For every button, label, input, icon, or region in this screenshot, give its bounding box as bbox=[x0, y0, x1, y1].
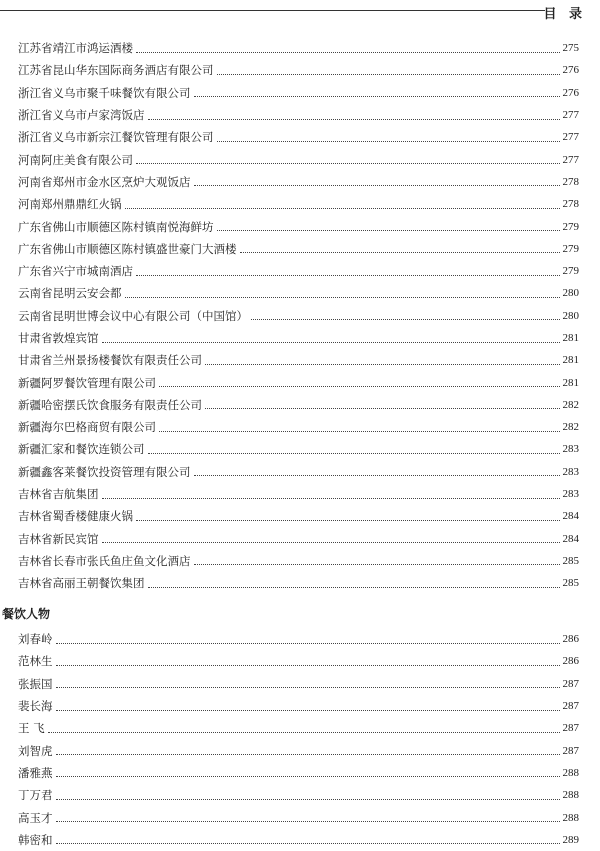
toc-entry[interactable] bbox=[18, 438, 579, 460]
toc-entry[interactable] bbox=[18, 349, 579, 371]
toc-entry[interactable] bbox=[18, 784, 579, 806]
toc-entry-name: 刘春岭 bbox=[18, 632, 53, 647]
toc-entry[interactable] bbox=[18, 483, 579, 505]
toc-entry[interactable] bbox=[18, 282, 579, 304]
dot-leader bbox=[102, 342, 560, 343]
toc-entry[interactable] bbox=[18, 193, 579, 215]
toc-entry[interactable] bbox=[18, 305, 579, 327]
toc-entry[interactable] bbox=[18, 762, 579, 784]
toc-entry-page: 288 bbox=[562, 766, 579, 779]
dot-leader bbox=[205, 408, 560, 409]
toc-entry[interactable] bbox=[18, 126, 579, 148]
toc-entry[interactable] bbox=[18, 394, 579, 416]
toc-entry-page: 282 bbox=[562, 398, 579, 411]
toc-entry[interactable] bbox=[18, 59, 579, 81]
toc-entry[interactable] bbox=[18, 371, 579, 393]
toc-entry-page: 285 bbox=[562, 554, 579, 567]
toc-entry-name: 浙江省义乌市聚千味餐饮有限公司 bbox=[18, 85, 191, 100]
toc-entry-name: 吉林省蜀香楼健康火锅 bbox=[18, 509, 133, 524]
toc-entry-page: 278 bbox=[562, 175, 579, 188]
toc-entry-name: 新疆哈密摆氏饮食服务有限责任公司 bbox=[18, 397, 202, 412]
toc-entry-page: 279 bbox=[562, 242, 579, 255]
toc-entry[interactable] bbox=[18, 695, 579, 717]
toc-entry-name: 王 飞 bbox=[18, 721, 45, 736]
dot-leader bbox=[159, 431, 560, 432]
toc-entry-name: 甘肃省兰州景扬楼餐饮有限责任公司 bbox=[18, 353, 202, 368]
toc-entry-page: 288 bbox=[562, 789, 579, 802]
toc-entry-name: 广东省佛山市顺德区陈村镇盛世豪门大酒楼 bbox=[18, 241, 237, 256]
dot-leader bbox=[136, 52, 560, 53]
dot-leader bbox=[125, 297, 560, 298]
toc-entry[interactable] bbox=[18, 416, 579, 438]
toc-entry-name: 吉林省高丽王朝餐饮集团 bbox=[18, 576, 145, 591]
toc-entry-page: 289 bbox=[562, 833, 579, 846]
toc-entry-page: 286 bbox=[562, 633, 579, 646]
toc-entry-page: 281 bbox=[562, 332, 579, 344]
toc-entry[interactable] bbox=[18, 37, 579, 59]
toc-entry-name: 高玉才 bbox=[18, 810, 53, 825]
dot-leader bbox=[56, 754, 560, 755]
toc-entry[interactable] bbox=[18, 650, 579, 672]
toc-entry[interactable] bbox=[18, 505, 579, 527]
toc-entry[interactable] bbox=[18, 806, 579, 828]
header-rule bbox=[0, 10, 545, 11]
toc-entry-page: 276 bbox=[562, 64, 579, 77]
toc-entry-page: 275 bbox=[562, 42, 579, 55]
toc-entry[interactable] bbox=[18, 215, 579, 237]
dot-leader bbox=[56, 799, 560, 800]
dot-leader bbox=[217, 230, 560, 231]
page-header bbox=[0, 0, 600, 22]
dot-leader bbox=[102, 498, 560, 499]
toc-entry[interactable] bbox=[18, 717, 579, 739]
toc-list-people bbox=[18, 628, 579, 851]
toc-entry-page: 281 bbox=[562, 354, 579, 367]
toc-entry[interactable] bbox=[18, 550, 579, 572]
toc-entry-name: 新疆海尔巴格商贸有限公司 bbox=[18, 420, 156, 435]
toc-entry-name: 吉林省新民宾馆 bbox=[18, 531, 99, 546]
dot-leader bbox=[194, 475, 560, 476]
toc-entry[interactable] bbox=[18, 572, 579, 594]
toc-entry-page: 279 bbox=[562, 220, 579, 233]
dot-leader bbox=[136, 275, 560, 276]
toc-entry[interactable] bbox=[18, 528, 579, 550]
toc-entry-page: 277 bbox=[562, 131, 579, 144]
toc-entry-name: 广东省佛山市顺德区陈村镇南悦海鲜坊 bbox=[18, 219, 214, 234]
toc-entry-name: 新疆汇家和餐饮连锁公司 bbox=[18, 442, 145, 457]
toc-entry-name: 云南省昆明云安会都 bbox=[18, 286, 122, 301]
toc-entry-name: 吉林省吉航集团 bbox=[18, 487, 99, 502]
toc-entry-name: 浙江省义乌市新宗江餐饮管理有限公司 bbox=[18, 130, 214, 145]
toc-entry[interactable] bbox=[18, 171, 579, 193]
toc-entry-name: 甘肃省敦煌宾馆 bbox=[18, 331, 99, 345]
toc-entry-page: 279 bbox=[562, 265, 579, 278]
dot-leader bbox=[136, 163, 560, 164]
toc-entry[interactable] bbox=[18, 829, 579, 851]
toc-entry-name: 河南省郑州市金水区烹炉大观饭店 bbox=[18, 174, 191, 189]
dot-leader bbox=[56, 710, 560, 711]
dot-leader bbox=[148, 587, 560, 588]
dot-leader bbox=[56, 776, 560, 777]
dot-leader bbox=[56, 665, 560, 666]
toc-entry-name: 潘雅燕 bbox=[18, 765, 53, 780]
toc-entry-page: 287 bbox=[562, 744, 579, 757]
toc-entry-page: 283 bbox=[562, 488, 579, 501]
dot-leader bbox=[240, 252, 560, 253]
toc-entry[interactable] bbox=[18, 628, 579, 650]
toc-entry-page: 282 bbox=[562, 421, 579, 434]
toc-entry-page: 287 bbox=[562, 722, 579, 735]
toc-entry-page: 277 bbox=[562, 109, 579, 122]
toc-entry-name: 张振国 bbox=[18, 676, 53, 691]
dot-leader bbox=[56, 643, 560, 644]
dot-leader bbox=[56, 687, 560, 688]
toc-entry-name: 吉林省长春市张氏鱼庄鱼文化酒店 bbox=[18, 553, 191, 568]
dot-leader bbox=[251, 319, 560, 320]
toc-entry[interactable] bbox=[18, 673, 579, 695]
page-title: 目 录 bbox=[543, 7, 586, 22]
toc-entry[interactable] bbox=[18, 238, 579, 260]
toc-entry-name: 浙江省义乌市卢家湾饭店 bbox=[18, 108, 145, 123]
toc-entry-page: 281 bbox=[562, 376, 579, 389]
dot-leader bbox=[194, 564, 560, 565]
toc-entry[interactable] bbox=[18, 148, 579, 170]
dot-leader bbox=[136, 520, 560, 521]
toc-entry-name: 江苏省昆山华东国际商务酒店有限公司 bbox=[18, 63, 214, 78]
toc-entry-name: 新疆鑫客莱餐饮投资管理有限公司 bbox=[18, 464, 191, 479]
toc-entry-name: 韩密和 bbox=[18, 832, 53, 847]
toc-entry-page: 286 bbox=[562, 655, 579, 668]
toc-entry-page: 280 bbox=[562, 287, 579, 300]
toc-entry-page: 287 bbox=[562, 677, 579, 690]
toc-entry-page: 276 bbox=[562, 86, 579, 99]
toc-entry-name: 河南阿庄美食有限公司 bbox=[18, 152, 133, 167]
dot-leader bbox=[217, 74, 560, 75]
toc-entry-name: 广东省兴宁市城南酒店 bbox=[18, 264, 133, 279]
toc-entry-page: 287 bbox=[562, 700, 579, 713]
dot-leader bbox=[102, 542, 560, 543]
toc-entry-name: 新疆阿罗餐饮管理有限公司 bbox=[18, 375, 156, 390]
dot-leader bbox=[56, 843, 560, 844]
toc-entry[interactable] bbox=[18, 327, 579, 349]
toc-entry-page: 280 bbox=[562, 309, 579, 322]
toc-entry-page: 284 bbox=[562, 510, 579, 523]
toc-entry-name: 河南郑州鼎鼎红火锅 bbox=[18, 197, 122, 212]
dot-leader bbox=[217, 141, 560, 142]
toc-entry-name: 丁万君 bbox=[18, 788, 53, 803]
toc-entry-name: 云南省昆明世博会议中心有限公司（中国馆） bbox=[18, 308, 248, 323]
toc-entry[interactable] bbox=[18, 104, 579, 126]
toc-entry-page: 283 bbox=[562, 465, 579, 478]
toc-entry-name: 范林生 bbox=[18, 654, 53, 669]
dot-leader bbox=[205, 364, 560, 365]
dot-leader bbox=[48, 732, 560, 733]
dot-leader bbox=[159, 386, 560, 387]
toc-entry-name: 刘智虎 bbox=[18, 743, 53, 758]
toc-entry[interactable] bbox=[18, 260, 579, 282]
dot-leader bbox=[194, 185, 560, 186]
dot-leader bbox=[125, 208, 560, 209]
toc-entry-page: 283 bbox=[562, 443, 579, 456]
toc-entry[interactable] bbox=[18, 739, 579, 761]
toc-entry[interactable] bbox=[18, 461, 579, 483]
section-title: 餐饮人物 bbox=[2, 607, 51, 621]
dot-leader bbox=[194, 96, 560, 97]
toc-list bbox=[18, 37, 579, 594]
toc-entry-page: 284 bbox=[562, 532, 579, 545]
toc-entry-page: 277 bbox=[562, 153, 579, 166]
toc-entry[interactable] bbox=[18, 82, 579, 104]
dot-leader bbox=[148, 119, 560, 120]
toc-entry-name: 裴长海 bbox=[18, 699, 53, 714]
dot-leader bbox=[56, 821, 560, 822]
toc-entry-name: 江苏省靖江市鸿运酒楼 bbox=[18, 41, 133, 56]
dot-leader bbox=[148, 453, 560, 454]
toc-entry-page: 285 bbox=[562, 577, 579, 590]
toc-entry-page: 278 bbox=[562, 198, 579, 211]
toc-entry-page: 288 bbox=[562, 811, 579, 824]
